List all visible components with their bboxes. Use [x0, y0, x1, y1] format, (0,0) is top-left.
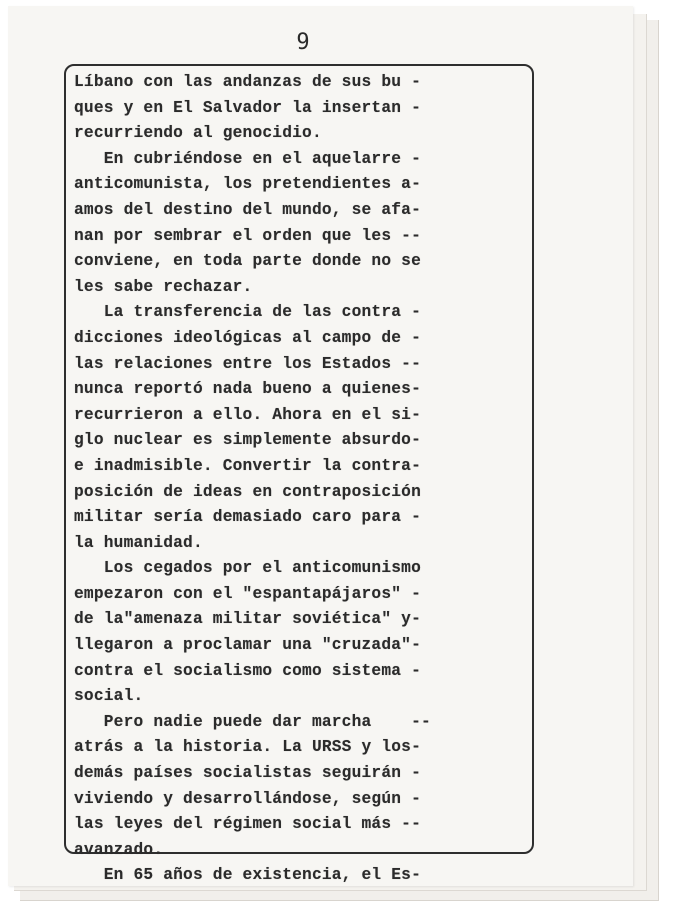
text-line: viviendo y desarrollándose, según -	[74, 789, 421, 808]
text-line: recurriendo al genocidio.	[74, 124, 322, 143]
text-line: avanzado.	[74, 840, 164, 859]
text-line: las leyes del régimen social más --	[74, 815, 421, 834]
text-line: llegaron a proclamar una "cruzada"-	[74, 636, 421, 655]
text-line: e inadmisible. Convertir la contra-	[74, 456, 421, 475]
page-number: 9	[296, 30, 310, 55]
text-line: empezaron con el "espantapájaros" -	[74, 584, 421, 603]
text-line: social.	[74, 687, 144, 706]
text-line: Los cegados por el anticomunismo	[74, 559, 421, 578]
text-line: recurrieron a ello. Ahora en el si-	[74, 405, 421, 424]
text-line: ques y en El Salvador la insertan -	[74, 98, 421, 117]
text-line: En cubriéndose en el aquelarre -	[74, 149, 421, 168]
text-line: En 65 años de existencia, el Es-	[74, 866, 421, 885]
typed-text-body	[74, 70, 534, 889]
text-line: La transferencia de las contra -	[74, 303, 421, 322]
text-line: glo nuclear es simplemente absurdo-	[74, 431, 421, 450]
text-line: de la"amenaza militar soviética" y-	[74, 610, 421, 629]
text-line: demás países socialistas seguirán -	[74, 764, 421, 783]
text-line: Pero nadie puede dar marcha --	[74, 712, 431, 731]
text-line: conviene, en toda parte donde no se	[74, 252, 421, 271]
text-line: militar sería demasiado caro para -	[74, 508, 421, 527]
text-line: amos del destino del mundo, se afa-	[74, 200, 421, 219]
text-line: posición de ideas en contraposición	[74, 482, 421, 501]
text-line: las relaciones entre los Estados --	[74, 354, 421, 373]
text-line: anticomunista, los pretendientes a-	[74, 175, 421, 194]
text-line: la humanidad.	[74, 533, 203, 552]
text-line: contra el socialismo como sistema -	[74, 661, 421, 680]
text-line: atrás a la historia. La URSS y los-	[74, 738, 421, 757]
text-line: Líbano con las andanzas de sus bu -	[74, 73, 421, 91]
text-line: nunca reportó nada bueno a quienes-	[74, 380, 421, 399]
text-line: dicciones ideológicas al campo de -	[74, 328, 421, 347]
text-line: les sabe rechazar.	[74, 277, 253, 296]
text-line: nan por sembrar el orden que les --	[74, 226, 421, 245]
